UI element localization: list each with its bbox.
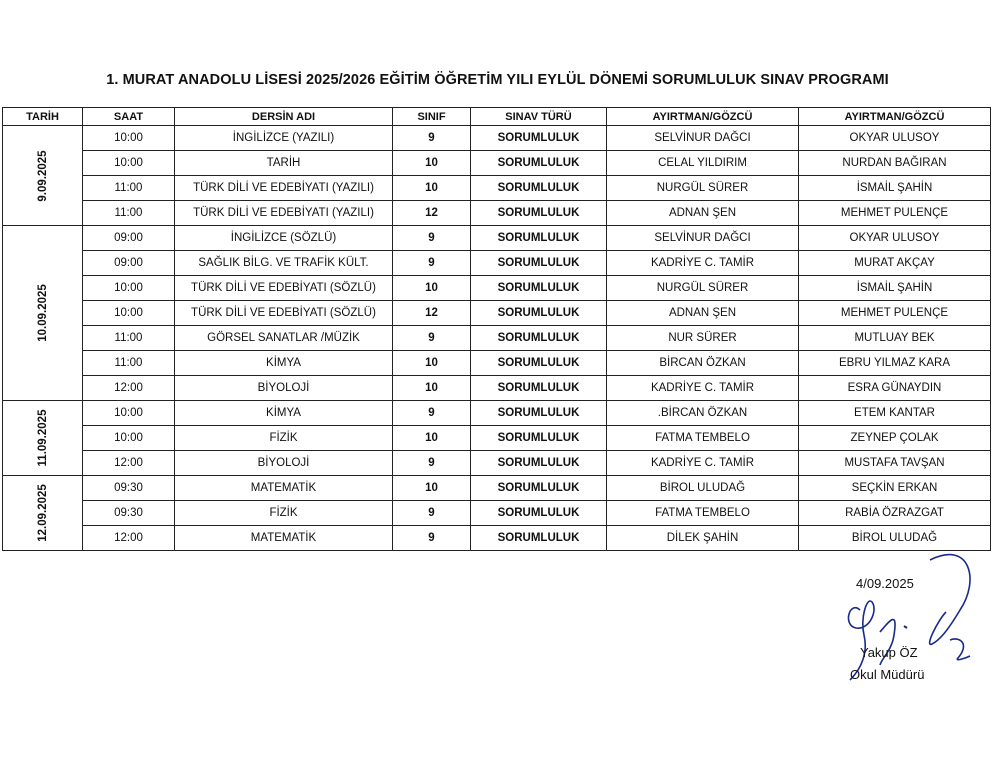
exam-type-cell: SORUMLULUK bbox=[471, 276, 607, 301]
table-row bbox=[3, 326, 991, 351]
header-saat: SAAT bbox=[83, 108, 175, 126]
proctor-1-cell: NURGÜL SÜRER bbox=[607, 176, 799, 201]
table-header-row bbox=[3, 108, 991, 126]
table-row bbox=[3, 401, 991, 426]
proctor-1-cell: BİRCAN ÖZKAN bbox=[607, 351, 799, 376]
time-cell: 11:00 bbox=[83, 201, 175, 226]
proctor-1-cell: BİROL ULUDAĞ bbox=[607, 476, 799, 501]
class-cell: 12 bbox=[393, 301, 471, 326]
proctor-1-cell: DİLEK ŞAHİN bbox=[607, 526, 799, 551]
course-cell: İNGİLİZCE (YAZILI) bbox=[175, 126, 393, 151]
header-tarih: TARİH bbox=[3, 108, 83, 126]
class-cell: 10 bbox=[393, 151, 471, 176]
proctor-1-cell: NURGÜL SÜRER bbox=[607, 276, 799, 301]
signer-role: Okul Müdürü bbox=[850, 667, 925, 682]
proctor-1-cell: NUR SÜRER bbox=[607, 326, 799, 351]
date-label: 10.09.2025 bbox=[36, 284, 49, 342]
time-cell: 11:00 bbox=[83, 351, 175, 376]
date-cell bbox=[3, 126, 83, 226]
header-sinav-turu: SINAV TÜRÜ bbox=[471, 108, 607, 126]
proctor-2-cell: MUSTAFA TAVŞAN bbox=[799, 451, 991, 476]
course-cell: FİZİK bbox=[175, 501, 393, 526]
date-label: 11.09.2025 bbox=[36, 409, 49, 467]
document-title: 1. MURAT ANADOLU LİSESİ 2025/2026 EĞİTİM ÖĞRETİM YILI EYLÜL DÖNEMİ SORUMLULUK SINAV PROGRAMI bbox=[106, 72, 889, 88]
time-cell: 10:00 bbox=[83, 126, 175, 151]
time-cell: 10:00 bbox=[83, 151, 175, 176]
proctor-2-cell: RABİA ÖZRAZGAT bbox=[799, 501, 991, 526]
class-cell: 10 bbox=[393, 476, 471, 501]
class-cell: 9 bbox=[393, 126, 471, 151]
course-cell: TÜRK DİLİ VE EDEBİYATI (SÖZLÜ) bbox=[175, 276, 393, 301]
time-cell: 10:00 bbox=[83, 301, 175, 326]
header-gozcu-2: AYIRTMAN/GÖZCÜ bbox=[799, 108, 991, 126]
header-sinif: SINIF bbox=[393, 108, 471, 126]
proctor-2-cell: MURAT AKÇAY bbox=[799, 251, 991, 276]
proctor-2-cell: ETEM KANTAR bbox=[799, 401, 991, 426]
exam-type-cell: SORUMLULUK bbox=[471, 176, 607, 201]
table-row bbox=[3, 301, 991, 326]
table-row bbox=[3, 251, 991, 276]
table-row bbox=[3, 476, 991, 501]
table-row bbox=[3, 126, 991, 151]
proctor-1-cell: FATMA TEMBELO bbox=[607, 426, 799, 451]
table-row bbox=[3, 376, 991, 401]
course-cell: KİMYA bbox=[175, 401, 393, 426]
signature-date: 4/09.2025 bbox=[856, 576, 914, 591]
class-cell: 10 bbox=[393, 351, 471, 376]
class-cell: 12 bbox=[393, 201, 471, 226]
proctor-1-cell: ADNAN ŞEN bbox=[607, 301, 799, 326]
exam-type-cell: SORUMLULUK bbox=[471, 401, 607, 426]
time-cell: 12:00 bbox=[83, 376, 175, 401]
proctor-1-cell: SELVİNUR DAĞCI bbox=[607, 126, 799, 151]
exam-type-cell: SORUMLULUK bbox=[471, 201, 607, 226]
exam-type-cell: SORUMLULUK bbox=[471, 226, 607, 251]
table-row bbox=[3, 426, 991, 451]
course-cell: BİYOLOJİ bbox=[175, 451, 393, 476]
proctor-2-cell: MUTLUAY BEK bbox=[799, 326, 991, 351]
course-cell: KİMYA bbox=[175, 351, 393, 376]
time-cell: 09:00 bbox=[83, 226, 175, 251]
time-cell: 09:30 bbox=[83, 476, 175, 501]
class-cell: 10 bbox=[393, 376, 471, 401]
course-cell: TARİH bbox=[175, 151, 393, 176]
time-cell: 10:00 bbox=[83, 276, 175, 301]
course-cell: TÜRK DİLİ VE EDEBİYATI (YAZILI) bbox=[175, 176, 393, 201]
proctor-1-cell: .BİRCAN ÖZKAN bbox=[607, 401, 799, 426]
time-cell: 11:00 bbox=[83, 176, 175, 201]
proctor-1-cell: KADRİYE C. TAMİR bbox=[607, 376, 799, 401]
exam-type-cell: SORUMLULUK bbox=[471, 476, 607, 501]
proctor-2-cell: İSMAİL ŞAHİN bbox=[799, 176, 991, 201]
exam-type-cell: SORUMLULUK bbox=[471, 351, 607, 376]
time-cell: 12:00 bbox=[83, 526, 175, 551]
proctor-1-cell: KADRİYE C. TAMİR bbox=[607, 251, 799, 276]
table-row bbox=[3, 151, 991, 176]
proctor-2-cell: MEHMET PULENÇE bbox=[799, 201, 991, 226]
proctor-2-cell: SEÇKİN ERKAN bbox=[799, 476, 991, 501]
signer-name: Yakup ÖZ bbox=[860, 645, 918, 660]
class-cell: 9 bbox=[393, 526, 471, 551]
table-row bbox=[3, 351, 991, 376]
exam-schedule-table bbox=[2, 107, 991, 551]
course-cell: SAĞLIK BİLG. VE TRAFİK KÜLT. bbox=[175, 251, 393, 276]
course-cell: TÜRK DİLİ VE EDEBİYATI (SÖZLÜ) bbox=[175, 301, 393, 326]
course-cell: İNGİLİZCE (SÖZLÜ) bbox=[175, 226, 393, 251]
exam-type-cell: SORUMLULUK bbox=[471, 526, 607, 551]
table-row bbox=[3, 451, 991, 476]
course-cell: FİZİK bbox=[175, 426, 393, 451]
class-cell: 9 bbox=[393, 251, 471, 276]
course-cell: MATEMATİK bbox=[175, 476, 393, 501]
class-cell: 10 bbox=[393, 276, 471, 301]
time-cell: 12:00 bbox=[83, 451, 175, 476]
proctor-2-cell: BİROL ULUDAĞ bbox=[799, 526, 991, 551]
exam-type-cell: SORUMLULUK bbox=[471, 376, 607, 401]
class-cell: 10 bbox=[393, 426, 471, 451]
course-cell: TÜRK DİLİ VE EDEBİYATI (YAZILI) bbox=[175, 201, 393, 226]
proctor-1-cell: CELAL YILDIRIM bbox=[607, 151, 799, 176]
table-row bbox=[3, 501, 991, 526]
date-cell bbox=[3, 476, 83, 551]
time-cell: 09:30 bbox=[83, 501, 175, 526]
exam-type-cell: SORUMLULUK bbox=[471, 151, 607, 176]
class-cell: 9 bbox=[393, 326, 471, 351]
course-cell: GÖRSEL SANATLAR /MÜZİK bbox=[175, 326, 393, 351]
proctor-1-cell: KADRİYE C. TAMİR bbox=[607, 451, 799, 476]
exam-type-cell: SORUMLULUK bbox=[471, 451, 607, 476]
table-row bbox=[3, 201, 991, 226]
proctor-1-cell: SELVİNUR DAĞCI bbox=[607, 226, 799, 251]
exam-type-cell: SORUMLULUK bbox=[471, 501, 607, 526]
proctor-2-cell: OKYAR ULUSOY bbox=[799, 126, 991, 151]
proctor-2-cell: MEHMET PULENÇE bbox=[799, 301, 991, 326]
class-cell: 9 bbox=[393, 501, 471, 526]
proctor-1-cell: FATMA TEMBELO bbox=[607, 501, 799, 526]
date-label: 12.09.2025 bbox=[36, 484, 49, 542]
course-cell: MATEMATİK bbox=[175, 526, 393, 551]
proctor-1-cell: ADNAN ŞEN bbox=[607, 201, 799, 226]
header-ders: DERSİN ADI bbox=[175, 108, 393, 126]
class-cell: 10 bbox=[393, 176, 471, 201]
course-cell: BİYOLOJİ bbox=[175, 376, 393, 401]
exam-type-cell: SORUMLULUK bbox=[471, 301, 607, 326]
proctor-2-cell: NURDAN BAĞIRAN bbox=[799, 151, 991, 176]
table-row bbox=[3, 176, 991, 201]
time-cell: 09:00 bbox=[83, 251, 175, 276]
time-cell: 10:00 bbox=[83, 401, 175, 426]
class-cell: 9 bbox=[393, 226, 471, 251]
exam-type-cell: SORUMLULUK bbox=[471, 251, 607, 276]
table-row bbox=[3, 226, 991, 251]
class-cell: 9 bbox=[393, 401, 471, 426]
time-cell: 10:00 bbox=[83, 426, 175, 451]
time-cell: 11:00 bbox=[83, 326, 175, 351]
exam-type-cell: SORUMLULUK bbox=[471, 126, 607, 151]
date-label: 9.09.2025 bbox=[36, 149, 49, 202]
proctor-2-cell: EBRU YILMAZ KARA bbox=[799, 351, 991, 376]
date-cell bbox=[3, 401, 83, 476]
exam-type-cell: SORUMLULUK bbox=[471, 426, 607, 451]
proctor-2-cell: ZEYNEP ÇOLAK bbox=[799, 426, 991, 451]
proctor-2-cell: İSMAİL ŞAHİN bbox=[799, 276, 991, 301]
proctor-2-cell: OKYAR ULUSOY bbox=[799, 226, 991, 251]
table-row bbox=[3, 276, 991, 301]
date-cell bbox=[3, 226, 83, 401]
exam-type-cell: SORUMLULUK bbox=[471, 326, 607, 351]
proctor-2-cell: ESRA GÜNAYDIN bbox=[799, 376, 991, 401]
class-cell: 9 bbox=[393, 451, 471, 476]
header-gozcu-1: AYIRTMAN/GÖZCÜ bbox=[607, 108, 799, 126]
